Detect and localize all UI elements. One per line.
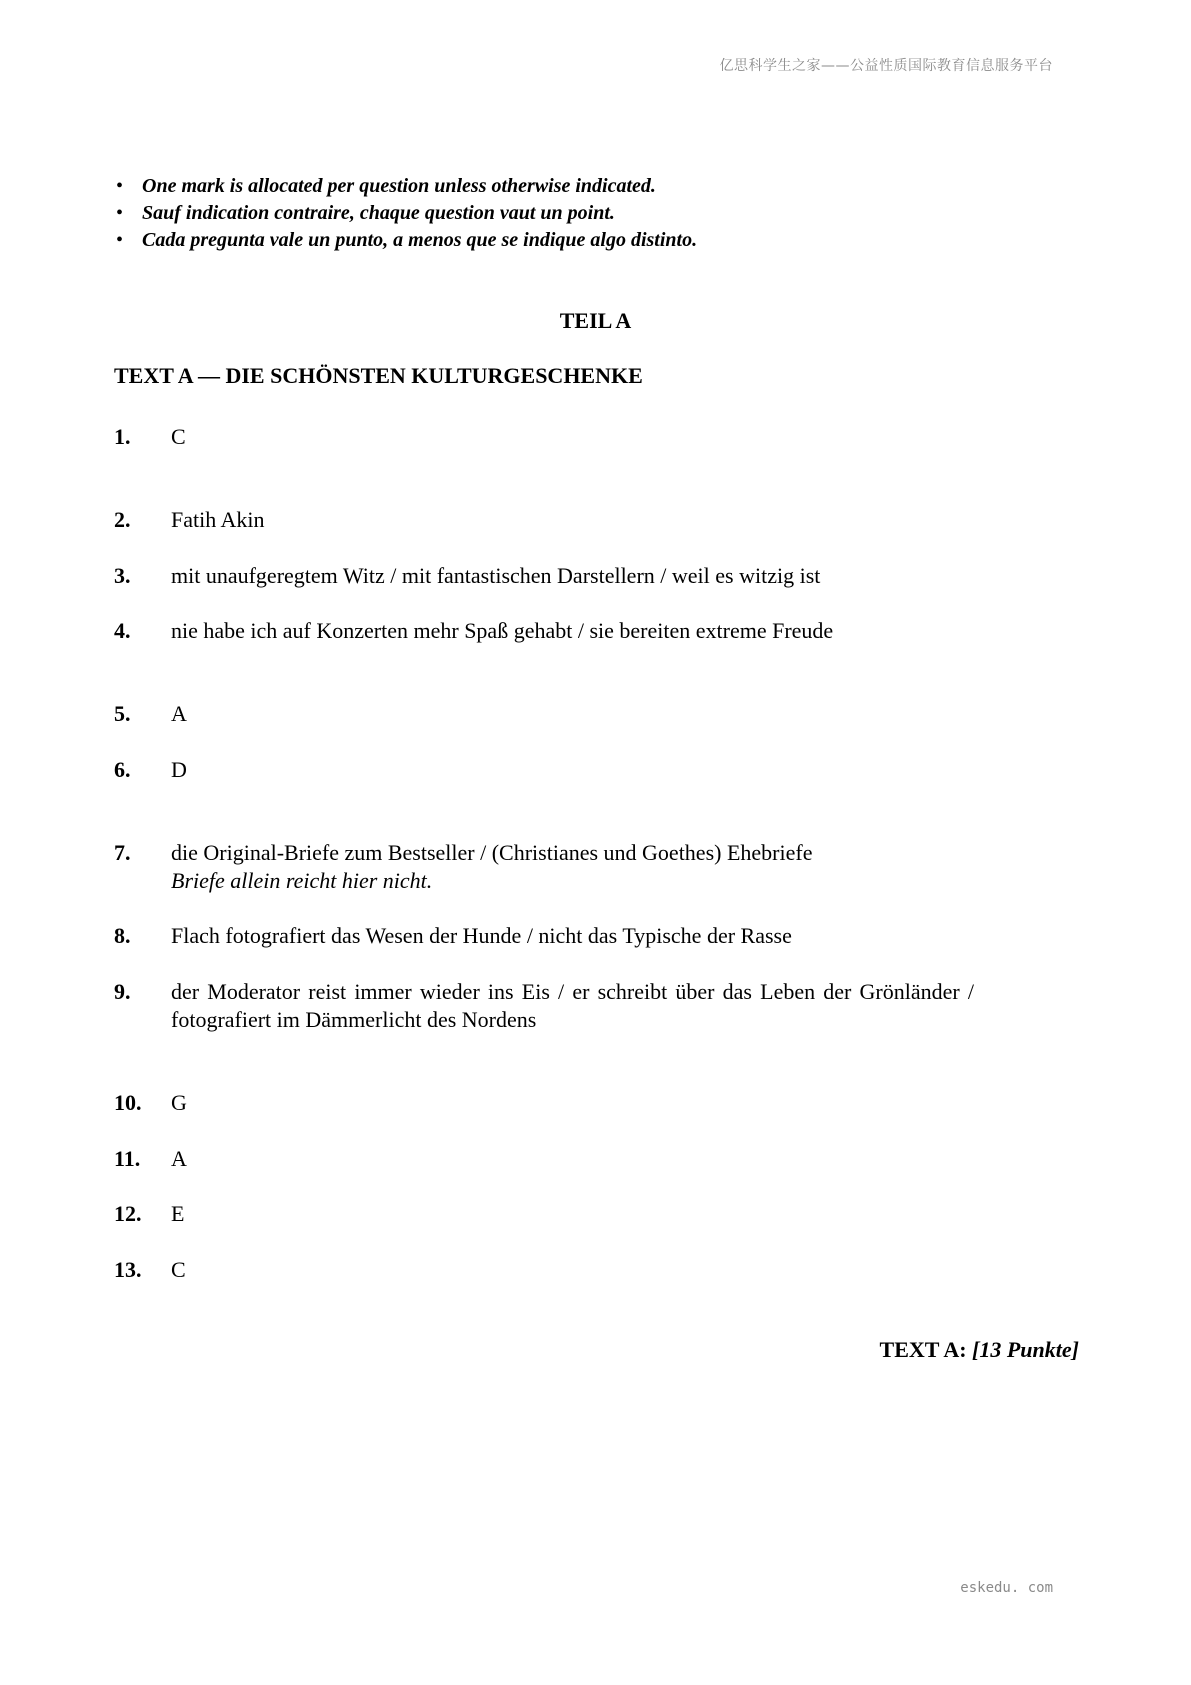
- site-footer-url: eskedu. com: [960, 1580, 1053, 1596]
- question-number: 13.: [114, 1257, 142, 1282]
- question-answer: der Moderator reist immer wieder ins Eis / er schreibt über das Leben der Grönländer / fotografiert im Dämmerlicht des Nordens: [171, 979, 974, 1032]
- question-answer: A: [171, 701, 187, 726]
- question-item: [114, 506, 974, 534]
- text-title: TEXT A — DIE SCHÖNSTEN KULTURGESCHENKE: [114, 363, 643, 388]
- question-item: [114, 562, 974, 590]
- question-answer: A: [171, 1146, 187, 1171]
- question-item: [114, 700, 974, 728]
- question-note: Briefe allein reicht hier nicht.: [171, 868, 433, 893]
- question-number: 7.: [114, 840, 131, 865]
- score-label: TEXT A:: [879, 1337, 967, 1362]
- question-item: [114, 1089, 974, 1117]
- site-header-note: 亿思科学生之家——公益性质国际教育信息服务平台: [719, 58, 1053, 74]
- question-item: [114, 617, 974, 645]
- question-number: 10.: [114, 1090, 142, 1115]
- instructions-list: [112, 173, 697, 254]
- question-answer: E: [171, 1201, 185, 1226]
- question-number: 6.: [114, 757, 131, 782]
- question-number: 5.: [114, 701, 131, 726]
- question-item: [114, 839, 974, 895]
- question-answer: nie habe ich auf Konzerten mehr Spaß gehabt / sie bereiten extreme Freude: [171, 618, 834, 643]
- part-title: TEIL A: [559, 308, 632, 333]
- question-answer: Fatih Akin: [171, 507, 265, 532]
- question-item: [114, 423, 974, 451]
- question-number: 12.: [114, 1201, 142, 1226]
- question-number: 1.: [114, 424, 131, 449]
- question-number: 4.: [114, 618, 131, 643]
- question-item: [114, 1256, 974, 1284]
- question-number: 3.: [114, 563, 131, 588]
- question-answer: G: [171, 1090, 187, 1115]
- question-number: 2.: [114, 507, 131, 532]
- question-answer: C: [171, 424, 186, 449]
- question-number: 11.: [114, 1146, 141, 1171]
- instruction-english: • One mark is allocated per question unless otherwise indicated.: [112, 173, 697, 200]
- question-answer: C: [171, 1257, 186, 1282]
- question-item: [114, 1200, 974, 1228]
- instruction-french: • Sauf indication contraire, chaque question vaut un point.: [112, 200, 697, 227]
- question-item: [114, 978, 974, 1034]
- question-number: 8.: [114, 923, 131, 948]
- score-points: [13 Punkte]: [972, 1337, 1079, 1362]
- question-answer: mit unaufgeregtem Witz / mit fantastischen Darstellern / weil es witzig ist: [171, 563, 821, 588]
- question-item: [114, 756, 974, 784]
- question-item: [114, 922, 974, 950]
- score-total: [880, 1337, 1079, 1363]
- question-answer: Flach fotografiert das Wesen der Hunde / nicht das Typische der Rasse: [171, 923, 792, 948]
- question-item: [114, 1145, 974, 1173]
- question-number: 9.: [114, 979, 131, 1004]
- instruction-spanish: • Cada pregunta vale un punto, a menos que se indique algo distinto.: [112, 227, 697, 254]
- question-answer: die Original-Briefe zum Bestseller / (Christianes und Goethes) Ehebriefe: [171, 840, 813, 865]
- question-answer: D: [171, 757, 187, 782]
